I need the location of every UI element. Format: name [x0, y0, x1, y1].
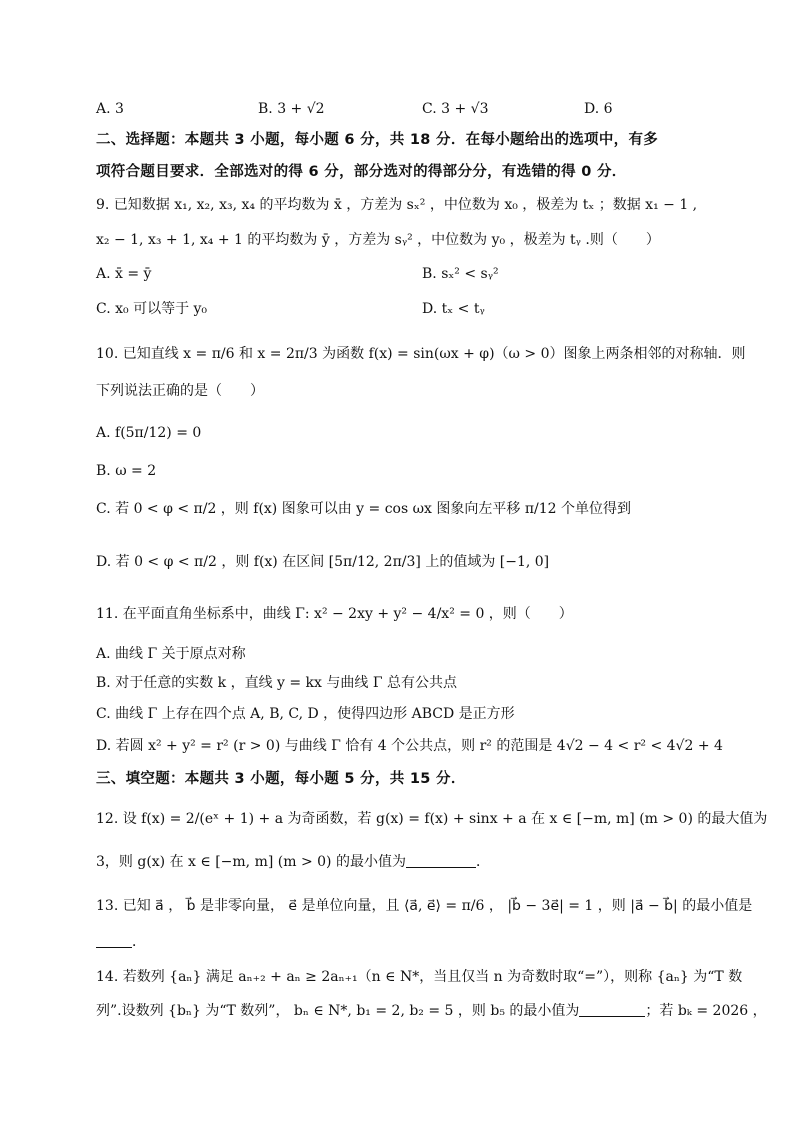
q12-stem-line2-end: ． [475, 854, 490, 870]
q14-stem-line2 [96, 1002, 767, 1020]
q10-option-c: C. 若 0 < φ < π/2 ，则 f(x) 图象可以由 y = cos ωx 图象向左平移 π/12 个单位得到 [96, 501, 631, 517]
q11-option-b: B. 对于任意的实数 k ，直线 y = kx 与曲线 Γ 总有公共点 [96, 675, 458, 691]
q8-options [96, 100, 734, 118]
q8-option-a: A. 3 [96, 101, 124, 117]
q14-stem-line2-b: ；若 bₖ = 2026 ， [645, 1003, 767, 1019]
q11-option-d: D. 若圆 x² + y² = r² (r > 0) 与曲线 Γ 恰有 4 个公共点，则 r² 的范围是 4√2 − 4 < r² < 4√2 + 4 [96, 738, 723, 754]
q9-options-row1 [96, 265, 734, 283]
q13-stem-line2-end: ． [132, 934, 146, 950]
q10-option-b: B. ω = 2 [96, 463, 157, 479]
q8-option-c: C. 3 + √3 [422, 101, 489, 117]
q11-option-c: C. 曲线 Γ 上存在四个点 A, B, C, D ，使得四边形 ABCD 是正方形 [96, 706, 515, 722]
q11-option-a: A. 曲线 Γ 关于原点对称 [96, 646, 246, 662]
section2-heading-line1: 二、选择题：本题共 3 小题，每小题 6 分，共 18 分．在每小题给出的选项中，有多 [96, 132, 659, 148]
section2-heading-line2: 项符合题目要求．全部选对的得 6 分，部分选对的得部分分，有选错的得 0 分． [96, 164, 627, 180]
q8-option-d: D. 6 [584, 101, 613, 117]
q9-option-d: D. tₓ < tᵧ [422, 301, 485, 317]
q13-answer-blank[interactable] [96, 933, 132, 948]
q10-option-d: D. 若 0 < φ < π/2 ，则 f(x) 在区间 [5π/12, 2π/3] 上的值域为 [−1, 0] [96, 554, 550, 570]
q9-option-c: C. x₀ 可以等于 y₀ [96, 301, 208, 317]
q9-stem-line2: x₂ − 1, x₃ + 1, x₄ + 1 的平均数为 ȳ ，方差为 sᵧ² ，中位数为 y₀ ，极差为 tᵧ .则（ ） [96, 232, 660, 248]
q12-answer-blank[interactable] [406, 853, 476, 868]
q14-stem-line1: 14. 若数列 {aₙ} 满足 aₙ₊₂ + aₙ ≥ 2aₙ₊₁（n ∈ N*，当且仅当 n 为奇数时取“=”），则称 {aₙ} 为“T 数 [96, 969, 743, 985]
q12-stem-line2-text: 3，则 g(x) 在 x ∈ [−m, m] (m > 0) 的最小值为 [96, 854, 406, 870]
q9-stem-line1: 9. 已知数据 x₁, x₂, x₃, x₄ 的平均数为 x̄ ，方差为 sₓ² ，中位数为 x₀ ，极差为 tₓ ；数据 x₁ − 1 , [96, 197, 698, 213]
q10-option-a: A. f(5π/12) = 0 [96, 425, 202, 441]
q10-stem-line1: 10. 已知直线 x = π/6 和 x = 2π/3 为函数 f(x) = sin(ωx + φ)（ω > 0）图象上两条相邻的对称轴．则 [96, 346, 746, 362]
section3-heading: 三、填空题：本题共 3 小题，每小题 5 分，共 15 分． [96, 771, 466, 787]
q10-stem-line2: 下列说法正确的是（ ） [96, 383, 264, 399]
q12-stem-line1: 12. 设 f(x) = 2/(eˣ + 1) + a 为奇函数，若 g(x) = f(x) + sinx + a 在 x ∈ [−m, m] (m > 0) 的最大值为 [96, 811, 768, 827]
q8-option-b: B. 3 + √2 [258, 101, 325, 117]
q9-option-a: A. x̄ = ȳ [96, 266, 152, 282]
q13-stem-line2 [96, 933, 734, 951]
q12-stem-line2 [96, 853, 734, 871]
q9-options-row2 [96, 300, 734, 318]
q14-answer-blank-1[interactable] [579, 1002, 645, 1017]
q11-stem: 11. 在平面直角坐标系中，曲线 Γ: x² − 2xy + y² − 4/x² = 0 ，则（ ） [96, 606, 573, 622]
q9-option-b: B. sₓ² < sᵧ² [422, 266, 499, 282]
q14-stem-line2-a: 列”.设数列 {bₙ} 为“T 数列”， bₙ ∈ N*, b₁ = 2, b₂ = 5 ，则 b₅ 的最小值为 [96, 1003, 580, 1019]
q13-stem-line1: 13. 已知 a⃗ ， b⃗ 是非零向量， e⃗ 是单位向量，且 ⟨a⃗, e⃗⟩ = π/6 ， |b⃗ − 3e⃗| = 1 ，则 |a⃗ − b⃗| 的最小值是 [96, 898, 753, 914]
